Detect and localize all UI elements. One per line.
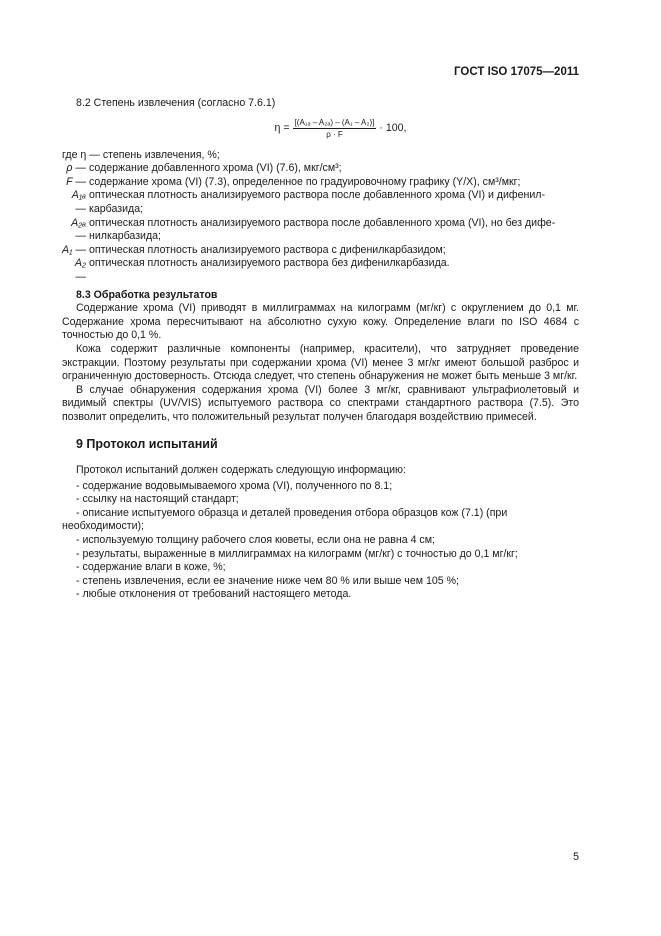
formula-numerator: [(A₁ₐ – A₂ₐ) – (A₁ – A₂)] bbox=[294, 117, 375, 127]
formula-denominator: ρ · F bbox=[326, 129, 343, 139]
definition-row bbox=[62, 162, 579, 176]
definition-text-cont: нилкарбазида; bbox=[89, 230, 161, 243]
definition-text: содержание хрома (VI) (7.3), определенное по градуировочному графику (Y/X), см³/мкг; bbox=[89, 175, 521, 188]
list-item: - результаты, выраженные в миллиграммах на килограмм (мг/кг) с точностью до 0,1 мг/кг; bbox=[76, 547, 518, 560]
section-9-intro: Протокол испытаний должен содержать следующую информацию: bbox=[76, 464, 406, 477]
definition-row bbox=[62, 257, 579, 284]
definition-row bbox=[62, 176, 579, 190]
definition-symbol: A₂ — bbox=[74, 257, 86, 283]
document-body bbox=[62, 93, 579, 602]
definition-row bbox=[62, 149, 579, 163]
list-item: - ссылку на настоящий стандарт; bbox=[76, 493, 239, 506]
definition-row bbox=[62, 217, 579, 244]
section-8-2-title: 8.2 Степень извлечения (согласно 7.6.1) bbox=[76, 97, 276, 109]
formula-rhs: · 100, bbox=[379, 121, 407, 134]
list-item: - степень извлечения, если ее значение ниже чем 80 % или выше чем 105 %; bbox=[76, 574, 459, 587]
definition-text: оптическая плотность анализируемого раствора с дифенилкарбазидом; bbox=[89, 243, 446, 256]
definition-symbol: A₁ — bbox=[62, 243, 86, 256]
formula-fraction bbox=[293, 118, 377, 140]
list-item: - описание испытуемого образца и деталей проведения отбора образцов кож (7.1) (при необходимости); bbox=[62, 506, 508, 533]
paragraph: Кожа содержит различные компоненты (например, красители), что затрудняет проведение экстракции. Поэтому результаты при содержании хрома (VI) менее 3 мг/кг имеют большой разброс и ограниченную достоверность. Отсюда следует, что степень обнаружения не может быть меньше 3 мг/кг. bbox=[62, 342, 579, 383]
definition-symbol: A₂ₐ — bbox=[71, 216, 86, 243]
definition-text: оптическая плотность анализируемого раствора без дифенилкарбазида. bbox=[89, 257, 450, 270]
definition-symbol: F — bbox=[66, 175, 86, 188]
section-9-title: 9 Протокол испытаний bbox=[76, 437, 218, 452]
definition-text-line: оптическая плотность анализируемого раствора после добавленного хрома (VI) и дифенил- bbox=[89, 189, 545, 202]
definition-row bbox=[62, 244, 579, 258]
document-header: ГОСТ ISO 17075—2011 bbox=[454, 66, 579, 78]
section-8-3-title: 8.3 Обработка результатов bbox=[76, 288, 218, 301]
definition-text: степень извлечения, %; bbox=[102, 148, 220, 161]
paragraph: В случае обнаружения содержания хрома (VI) более 3 мг/кг, сравнивают ультрафиолетовый и видимый спектры (UV/VIS) испытуемого раствора со спектрами стандартного раствора (7.5). Это позволит определить, что положительный результат получен благодаря воздействию примесей. bbox=[62, 383, 579, 423]
paragraph: Содержание хрома (VI) приводят в миллиграммах на килограмм (мг/кг) с округлением до 0,1 мг. Содержание хрома пересчитывают на абсолютно сухую кожу. Определение влаги по ISO 4684 с точностью до 0,1 %. bbox=[62, 302, 579, 342]
page-number: 5 bbox=[573, 851, 579, 863]
list-item: - содержание водовымываемого хрома (VI), полученного по 8.1; bbox=[76, 479, 393, 492]
definition-text-cont: карбазида; bbox=[89, 202, 144, 215]
definition-symbol: ρ — bbox=[66, 162, 86, 175]
definition-text: содержание добавленного хрома (VI) (7.6), мкг/см³; bbox=[89, 162, 342, 175]
definition-symbol: A₁ₐ — bbox=[71, 189, 86, 215]
extraction-formula bbox=[102, 115, 579, 143]
list-item: - используемую толщину рабочего слоя кюветы, если она не равна 4 см; bbox=[76, 534, 435, 547]
list-item: - любые отклонения от требований настоящего метода. bbox=[76, 588, 352, 601]
definition-row bbox=[62, 189, 579, 216]
definition-text bbox=[89, 217, 579, 244]
formula-lhs: η = bbox=[274, 121, 290, 134]
definition-text-line: оптическая плотность анализируемого раствора после добавленного хрома (VI), но без дифе- bbox=[89, 216, 556, 229]
definition-text bbox=[89, 189, 579, 216]
list-item: - содержание влаги в коже, %; bbox=[76, 561, 226, 574]
where-intro: где η — bbox=[62, 148, 100, 161]
